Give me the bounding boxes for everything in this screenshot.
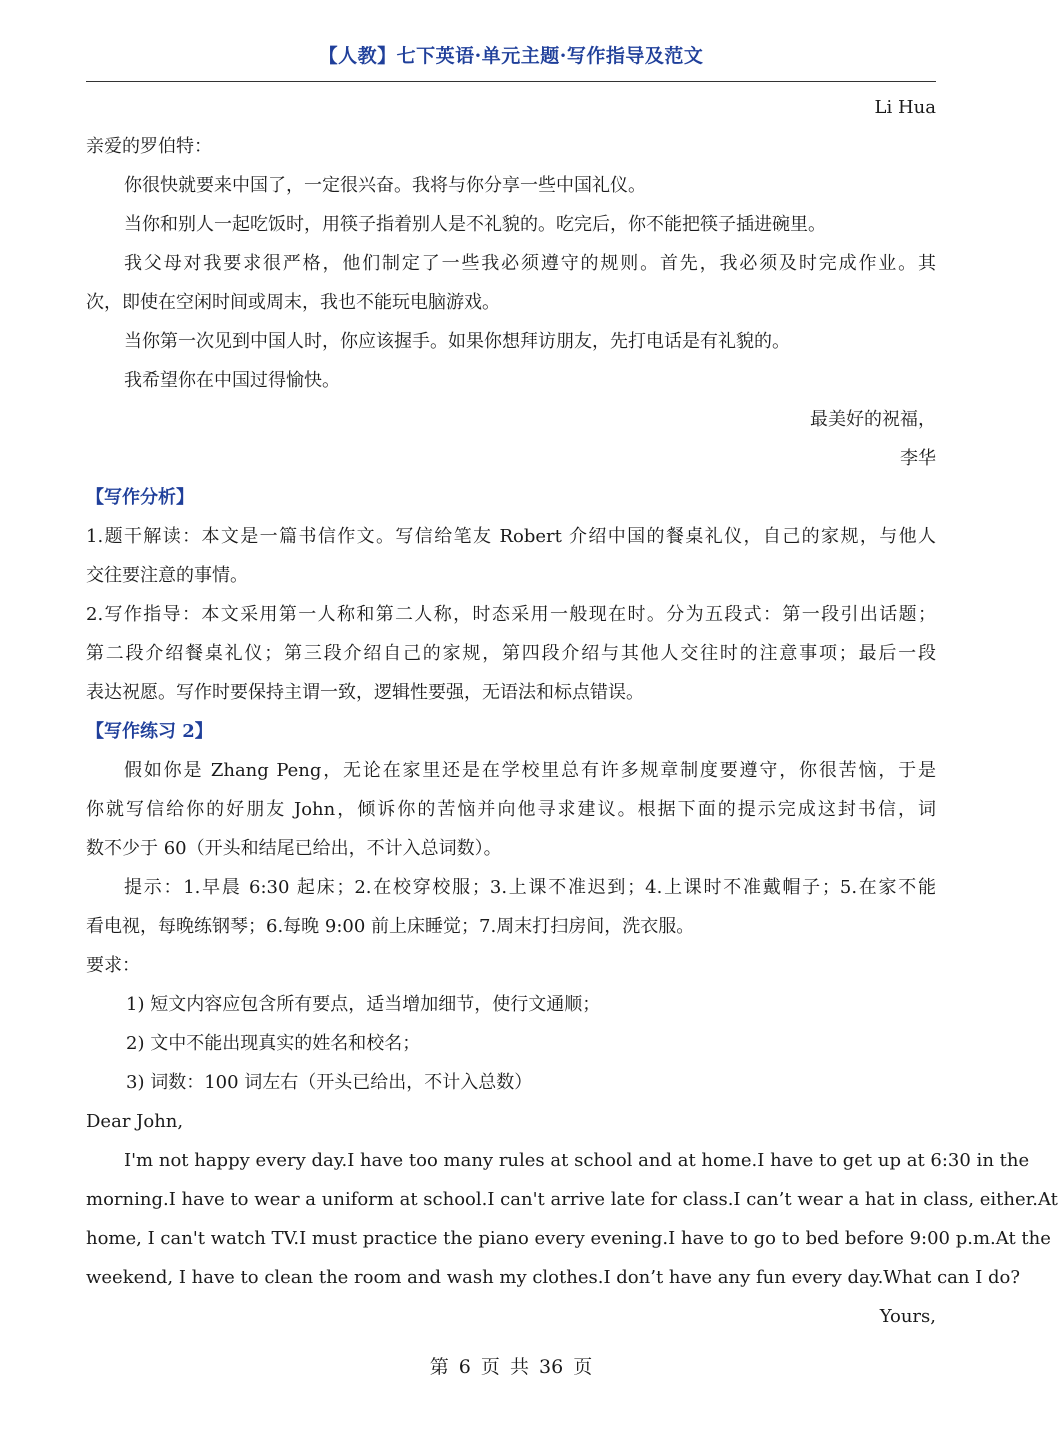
requirement-item: 1) 短文内容应包含所有要点，适当增加细节，使行文通顺； [126, 994, 601, 1015]
paragraph-line: 交往要注意的事情。 [86, 565, 248, 586]
paragraph-line: 第二段介绍餐桌礼仪；第三段介绍自己的家规，第四段介绍与其他人交往时的注意事项；最后一段 [86, 643, 936, 664]
paragraph-line: 2.写作指导：本文采用第一人称和第二人称，时态采用一般现在时。分为五段式：第一段引出话题； [86, 604, 936, 625]
requirements-label: 要求： [86, 955, 140, 976]
essay-line: morning.I have to wear a uniform at school.I can't arrive late for class.I can’t wear a hat in class, either.At [86, 1189, 1058, 1210]
essay-line: weekend, I have to clean the room and wash my clothes.I don’t have any fun every day.What can I do? [86, 1267, 1021, 1288]
essay-greeting: Dear John, [86, 1111, 184, 1132]
paragraph-line: 当你和别人一起吃饭时，用筷子指着别人是不礼貌的。吃完后，你不能把筷子插进碗里。 [124, 214, 826, 235]
paragraph-line: 假如你是 Zhang Peng，无论在家里还是在学校里总有许多规章制度要遵守，你很苦恼，于是 [124, 760, 936, 781]
paragraph-line: 看电视，每晚练钢琴；6.每晚 9:00 前上床睡觉；7.周末打扫房间，洗衣服。 [86, 916, 695, 937]
paragraph-line: 数不少于 60（开头和结尾已给出，不计入总词数）。 [86, 838, 502, 859]
page-number: 第 6 页 共 36 页 [429, 1356, 593, 1378]
paragraph-line: 我希望你在中国过得愉快。 [124, 370, 340, 391]
essay-line: I'm not happy every day.I have too many rules at school and at home.I have to get up at 6:30 in the [124, 1150, 1030, 1171]
requirement-item: 2) 文中不能出现真实的姓名和校名； [126, 1033, 421, 1054]
section-heading-analysis: 【写作分析】 [86, 487, 194, 508]
letter-closing: 最美好的祝福， [810, 409, 936, 430]
section-heading-practice: 【写作练习 2】 [86, 721, 213, 742]
paragraph-line: 你很快就要来中国了，一定很兴奋。我将与你分享一些中国礼仪。 [124, 175, 646, 196]
header-divider [86, 81, 936, 82]
paragraph-line: 我父母对我要求很严格，他们制定了一些我必须遵守的规则。首先，我必须及时完成作业。其 [124, 253, 936, 274]
document-body [86, 88, 1058, 1336]
letter-signature: 李华 [900, 448, 936, 469]
signature-english: Li Hua [874, 97, 936, 118]
essay-line: home, I can't watch TV.I must practice the piano every evening.I have to go to bed before 9:00 p.m.At the [86, 1228, 1051, 1249]
requirement-item: 3) 词数：100 词左右（开头已给出，不计入总数） [126, 1072, 533, 1093]
paragraph-line: 当你第一次见到中国人时，你应该握手。如果你想拜访朋友，先打电话是有礼貌的。 [124, 331, 790, 352]
letter-greeting: 亲爱的罗伯特： [86, 136, 212, 157]
page-header: 【人教】七下英语·单元主题·写作指导及范文 [318, 45, 704, 67]
paragraph-line: 提示：1.早晨 6:30 起床；2.在校穿校服；3.上课不准迟到；4.上课时不准戴帽子；5.在家不能 [124, 877, 936, 898]
essay-closing: Yours, [879, 1306, 936, 1327]
paragraph-line: 你就写信给你的好朋友 John，倾诉你的苦恼并向他寻求建议。根据下面的提示完成这封书信，词 [86, 799, 936, 820]
paragraph-line: 1.题干解读：本文是一篇书信作文。写信给笔友 Robert 介绍中国的餐桌礼仪，自己的家规，与他人 [86, 526, 936, 547]
paragraph-line: 表达祝愿。写作时要保持主谓一致，逻辑性要强，无语法和标点错误。 [86, 682, 644, 703]
paragraph-line: 次，即使在空闲时间或周末，我也不能玩电脑游戏。 [86, 292, 500, 313]
